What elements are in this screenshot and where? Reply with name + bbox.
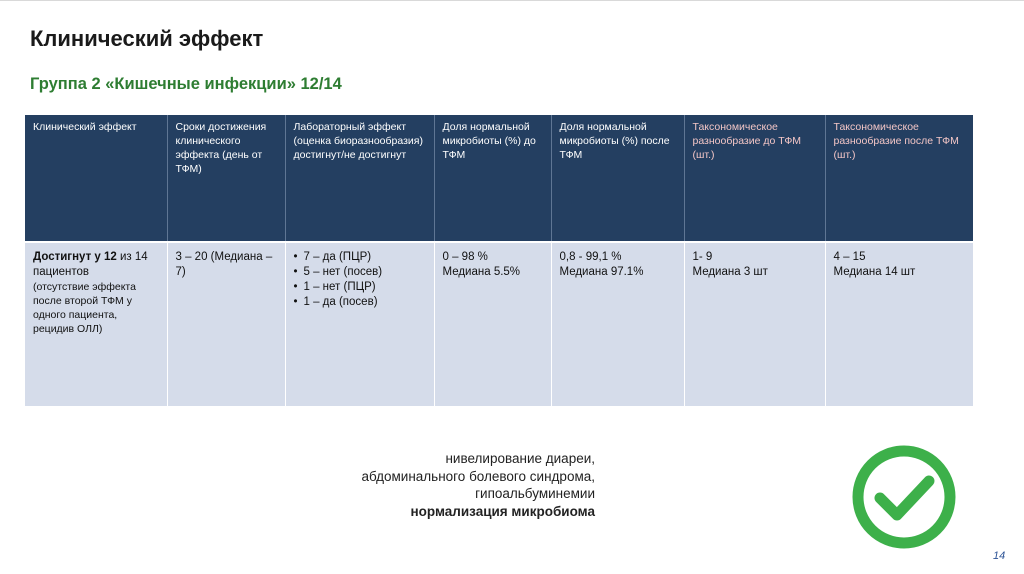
outcome-line: нивелирование диареи, (445, 451, 595, 466)
effect-count: из 14 пациентов (33, 251, 148, 278)
list-item: • 7 – да (ПЦР) (294, 250, 426, 265)
outcome-summary (300, 450, 595, 520)
cell-clinical-effect (25, 242, 167, 406)
lab-results-list (294, 250, 426, 310)
micro-before-median: Медиана 5.5% (442, 266, 521, 278)
header-clinical-effect: Клинический эффект (25, 115, 167, 242)
header-timing: Сроки достижения клинического эффекта (день от ТФМ) (167, 115, 285, 242)
header-taxa-before: Таксономическое разнообразие до ТФМ (шт.) (684, 115, 825, 242)
header-microbiota-before: Доля нормальной микробиоты (%) до ТФМ (434, 115, 551, 242)
taxa-before-range: 1- 9 (692, 251, 713, 263)
table-row (25, 242, 973, 406)
header-taxa-after: Таксономическое разнообразие после ТФМ (шт.) (825, 115, 973, 242)
taxa-after-median: Медиана 14 шт (833, 266, 916, 278)
taxa-before-median: Медиана 3 шт (692, 266, 768, 278)
cell-timing (167, 242, 285, 406)
cell-taxa-after (825, 242, 973, 406)
outcome-line: абдоминального болевого синдрома, (361, 468, 595, 484)
header-lab-effect: Лабораторный эффект (оценка биоразнообразия) достигнут/не достигнут (285, 115, 434, 242)
micro-after-range: 0,8 - 99,1 % (559, 251, 622, 263)
timing-value: 3 – 20 (Медиана – 7) (175, 251, 273, 278)
cell-lab-effect (285, 242, 434, 406)
cell-microbiota-after (551, 242, 684, 406)
page-number: 14 (993, 550, 1006, 562)
list-item: • 1 – нет (ПЦР) (294, 280, 426, 295)
check-circle-icon (851, 444, 957, 550)
slide-title: Клинический эффект (30, 26, 264, 51)
micro-after-median: Медиана 97.1% (559, 266, 644, 278)
taxa-after-range: 4 – 15 (833, 251, 866, 263)
outcome-bold-line: нормализация микробиома (410, 503, 595, 519)
effect-note: (отсутствие эффекта после второй ТФМ у одного пациента, рецидив ОЛЛ) (33, 281, 136, 335)
list-item: • 1 – да (посев) (294, 295, 426, 310)
header-microbiota-after: Доля нормальной микробиоты (%) после ТФМ (551, 115, 684, 242)
table-header-row (25, 115, 973, 242)
results-table (25, 115, 973, 406)
list-item: • 5 – нет (посев) (294, 265, 426, 280)
top-rule (0, 0, 1024, 5)
slide-subtitle: Группа 2 «Кишечные инфекции» 12/14 (30, 75, 342, 93)
effect-achieved: Достигнут у 12 (33, 251, 117, 263)
outcome-line: гипоальбуминемии (475, 486, 595, 501)
cell-taxa-before (684, 242, 825, 406)
micro-before-range: 0 – 98 % (442, 251, 488, 263)
cell-microbiota-before (434, 242, 551, 406)
